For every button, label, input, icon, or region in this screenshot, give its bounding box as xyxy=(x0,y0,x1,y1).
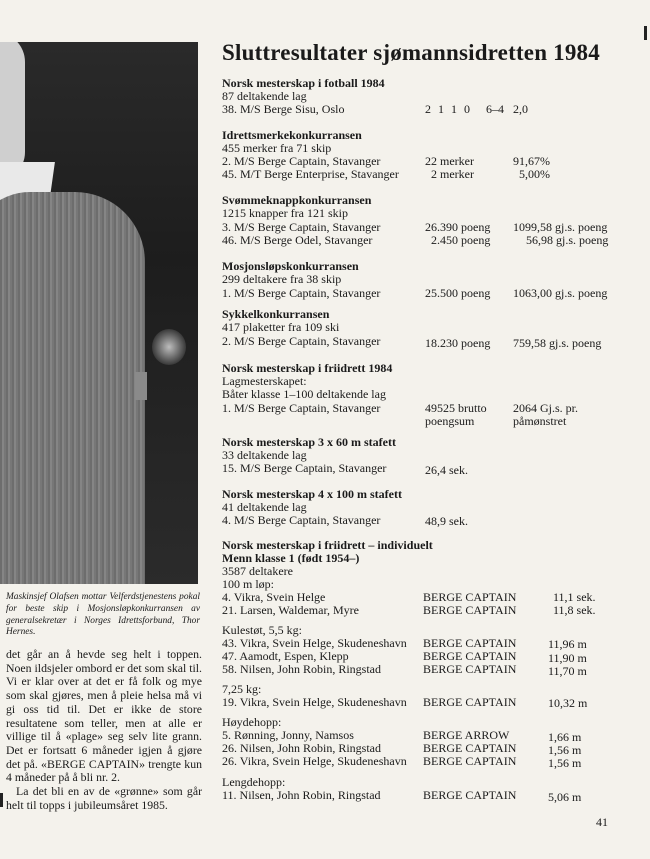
paragraph: La det bli en av de «grønne» som går helt til topps i jubileumsåret 1985. xyxy=(6,784,202,812)
result-team: 3. M/S Berge Captain, Stavanger xyxy=(222,220,381,234)
ship: BERGE CAPTAIN xyxy=(423,636,517,650)
section-title: Norsk mesterskap 4 x 100 m stafett xyxy=(222,487,402,501)
result-record: 2 1 1 0 xyxy=(425,102,472,116)
athlete: 4. Vikra, Svein Helge xyxy=(222,590,326,604)
section-subtitle: 33 deltakende lag xyxy=(222,448,307,462)
ship: BERGE CAPTAIN xyxy=(423,662,517,676)
result-average-unit: påmønstret xyxy=(513,414,567,428)
ship: BERGE CAPTAIN xyxy=(423,590,517,604)
section-subtitle: Båter klasse 1–100 deltakende lag xyxy=(222,387,386,401)
athlete: 26. Vikra, Svein Helge, Skudeneshavn xyxy=(222,754,407,768)
section-title: Norsk mesterskap i fotball 1984 xyxy=(222,76,385,90)
section-title: Norsk mesterskap i friidrett – individuelt xyxy=(222,538,433,552)
result-value-unit: poengsum xyxy=(425,414,475,428)
result: 10,32 m xyxy=(548,696,588,710)
result-team: 45. M/T Berge Enterprise, Stavanger xyxy=(222,167,399,181)
result-team: 38. M/S Berge Sisu, Oslo xyxy=(222,102,345,116)
result-team: 46. M/S Berge Odel, Stavanger xyxy=(222,233,373,247)
result-value: 49525 brutto xyxy=(425,401,487,415)
result-value: 18.230 poeng xyxy=(425,336,491,350)
result: 11,1 sek. xyxy=(553,590,596,604)
section-subtitle: 1215 knapper fra 121 skip xyxy=(222,206,348,220)
section-subtitle: 41 deltakende lag xyxy=(222,500,307,514)
result-average: 56,98 gj.s. poeng xyxy=(526,233,609,247)
result-average: 1063,00 gj.s. poeng xyxy=(513,286,608,300)
result: 11,70 m xyxy=(548,664,587,678)
athlete: 47. Aamodt, Espen, Klepp xyxy=(222,649,349,663)
margin-mark xyxy=(644,26,647,40)
ship: BERGE CAPTAIN xyxy=(423,603,517,617)
result: 11,90 m xyxy=(548,651,587,665)
athlete: 26. Nilsen, John Robin, Ringstad xyxy=(222,741,382,755)
event-name: Kulestøt, 5,5 kg: xyxy=(222,623,302,637)
section-title: Norsk mesterskap 3 x 60 m stafett xyxy=(222,435,396,449)
result: 11,8 sek. xyxy=(553,603,596,617)
result-value: 25.500 poeng xyxy=(425,286,491,300)
photo-background-figure xyxy=(135,372,147,400)
result: 5,06 m xyxy=(548,790,582,804)
section-subtitle: Lagmesterskapet: xyxy=(222,374,307,388)
ship: BERGE CAPTAIN xyxy=(423,741,517,755)
section-title: Menn klasse 1 (født 1954–) xyxy=(222,551,360,565)
photo-jacket xyxy=(0,192,145,584)
result-value: 2.450 poeng xyxy=(431,233,491,247)
ship: BERGE ARROW xyxy=(423,728,510,742)
section-title: Idrettsmerkekonkurransen xyxy=(222,128,362,142)
result-team: 4. M/S Berge Captain, Stavanger xyxy=(222,513,381,527)
result-team: 2. M/S Berge Captain, Stavanger xyxy=(222,154,381,168)
result-goals: 6–4 xyxy=(486,102,504,116)
event-name: Lengdehopp: xyxy=(222,775,286,789)
athlete: 19. Vikra, Svein Helge, Skudeneshavn xyxy=(222,695,407,709)
athlete: 11. Nilsen, John Robin, Ringstad xyxy=(222,788,381,802)
photo xyxy=(0,42,198,584)
section-subtitle: 3587 deltakere xyxy=(222,564,293,578)
section-subtitle: 417 plaketter fra 109 ski xyxy=(222,320,340,334)
event-name: Høydehopp: xyxy=(222,715,282,729)
page-number: 41 xyxy=(596,815,608,829)
section-subtitle: 455 merker fra 71 skip xyxy=(222,141,332,155)
result-time: 48,9 sek. xyxy=(425,514,468,528)
section-title: Svømmeknappkonkurransen xyxy=(222,193,372,207)
section-title: Norsk mesterskap i friidrett 1984 xyxy=(222,361,393,375)
margin-mark xyxy=(0,793,3,807)
event-name: 7,25 kg: xyxy=(222,682,262,696)
athlete: 5. Rønning, Jonny, Namsos xyxy=(222,728,354,742)
result-team: 1. M/S Berge Captain, Stavanger xyxy=(222,401,381,415)
athlete: 21. Larsen, Waldemar, Myre xyxy=(222,603,359,617)
ship: BERGE CAPTAIN xyxy=(423,788,517,802)
result-points: 2,0 xyxy=(513,102,528,116)
paragraph: det går an å hevde seg helt i toppen. Noen ildsjeler ombord er det som skal til. Vi er klar over at det er få folk og mye som skal gjøres, men å pleie helsa må vi gi oss tid til. Det er ikke de store resultatene som teller, men at alle er villige til å «plage» seg selv lite grann. Det er fortsatt 6 måneder igjen å gjøre det på. «BERGE CAPTAIN» trengte kun 4 måneder på å bli nr. 2. xyxy=(6,647,202,785)
photo-background-light xyxy=(152,329,186,365)
result-team: 1. M/S Berge Captain, Stavanger xyxy=(222,286,381,300)
athlete: 43. Vikra, Svein Helge, Skudeneshavn xyxy=(222,636,407,650)
result: 1,66 m xyxy=(548,730,582,744)
left-column-text xyxy=(6,648,202,812)
result-percent: 5,00% xyxy=(519,167,550,181)
event-name: 100 m løp: xyxy=(222,577,275,591)
result-time: 26,4 sek. xyxy=(425,463,468,477)
athlete: 58. Nilsen, John Robin, Ringstad xyxy=(222,662,382,676)
result-value: 22 merker xyxy=(425,154,474,168)
result: 1,56 m xyxy=(548,743,582,757)
result-value: 2 merker xyxy=(431,167,474,181)
section-subtitle: 299 deltakere fra 38 skip xyxy=(222,272,342,286)
result-average: 1099,58 gj.s. poeng xyxy=(513,220,608,234)
photo-caption: Maskinsjef Olafsen mottar Velferdstjenestens pokal for beste skip i Mosjonsløpkonkurransen av generalsekretær i Norges Idrettsforbund, Thor Hernes. xyxy=(6,592,200,638)
ship: BERGE CAPTAIN xyxy=(423,695,517,709)
ship: BERGE CAPTAIN xyxy=(423,754,517,768)
ship: BERGE CAPTAIN xyxy=(423,649,517,663)
section-title: Sykkelkonkurransen xyxy=(222,307,330,321)
result-team: 2. M/S Berge Captain, Stavanger xyxy=(222,334,381,348)
result-percent: 91,67% xyxy=(513,154,550,168)
result-value: 26.390 poeng xyxy=(425,220,491,234)
result-team: 15. M/S Berge Captain, Stavanger xyxy=(222,461,387,475)
result-average: 759,58 gj.s. poeng xyxy=(513,336,602,350)
result: 1,56 m xyxy=(548,756,582,770)
result-average: 2064 Gj.s. pr. xyxy=(513,401,579,415)
photo-person-head xyxy=(0,42,25,182)
result: 11,96 m xyxy=(548,637,587,651)
section-title: Mosjonsløpskonkurransen xyxy=(222,259,359,273)
page-title: Sluttresultater sjømannsidretten 1984 xyxy=(222,40,600,65)
section-subtitle: 87 deltakende lag xyxy=(222,89,307,103)
